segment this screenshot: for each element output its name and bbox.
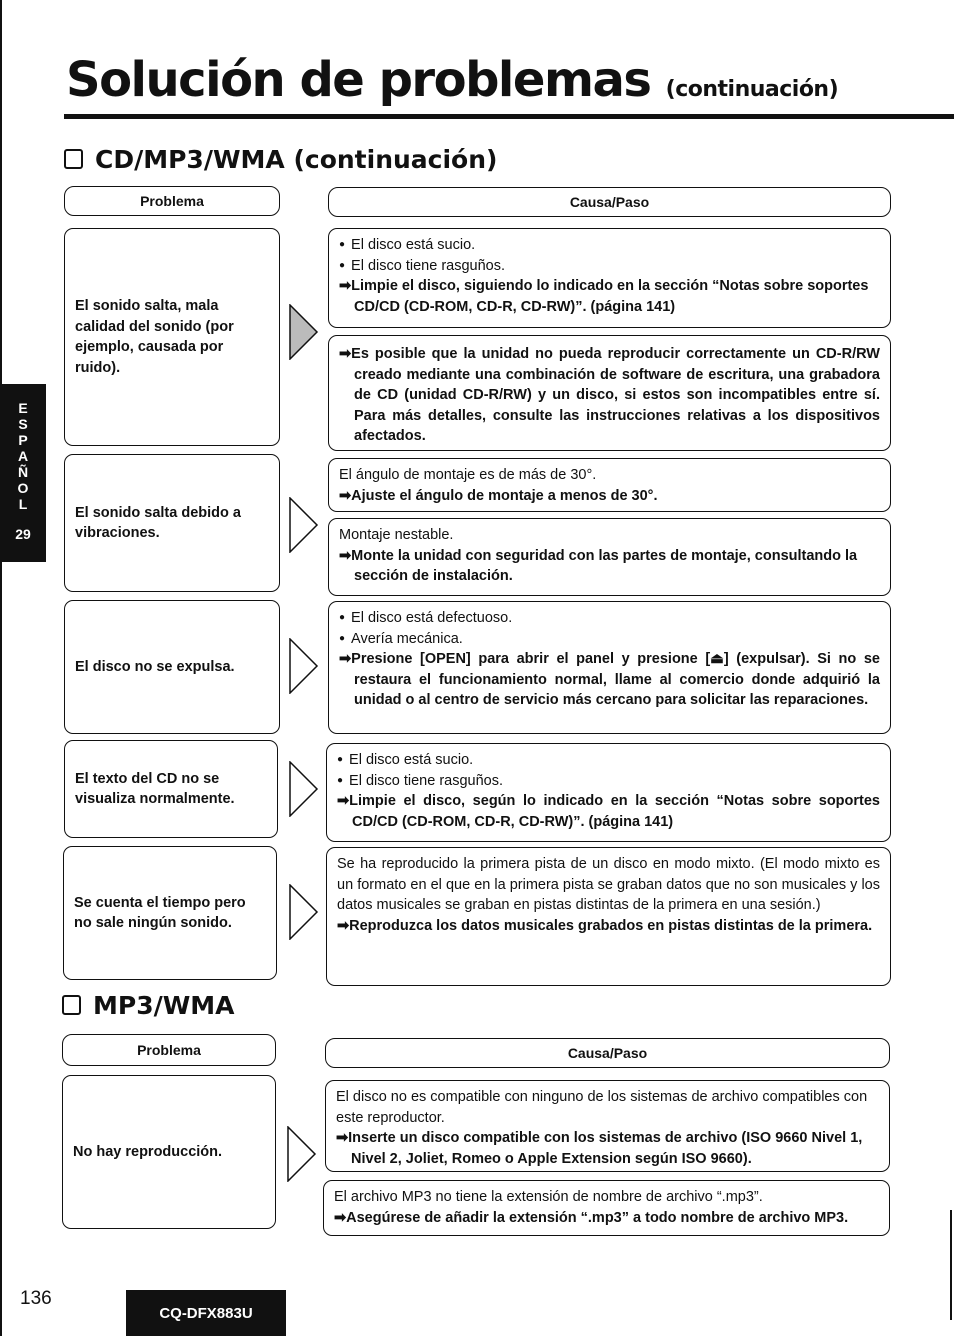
cause-action: ➡Asegúrese de añadir la extensión “.mp3” a todo nombre de archivo MP3. — [334, 1209, 849, 1226]
cause-bullet: ● El disco está sucio. — [337, 750, 880, 771]
cause-box — [323, 1180, 890, 1236]
cause-bullet: ● El disco tiene rasguños. — [337, 771, 880, 792]
title-rule — [64, 114, 954, 119]
header-problem: Problema — [64, 186, 280, 216]
language-side-tab — [0, 384, 46, 562]
tab-letter: O — [17, 480, 29, 496]
model-label: CQ-DFX883U — [126, 1290, 286, 1336]
arrow-right-icon — [289, 761, 319, 817]
page-title-sub: (continuación) — [665, 77, 839, 102]
arrow-right-icon — [289, 497, 319, 553]
cause-action: ➡Inserte un disco compatible con los sistemas de archivo (ISO 9660 Nivel 1, Nivel 2, Joliet, Romeo o Apple Extension según ISO 9660). — [336, 1130, 863, 1167]
cause-bullet: ● El disco tiene rasguños. — [339, 256, 880, 277]
cause-action: ➡Limpie el disco, según lo indicado en la sección “Notas sobre soportes CD/CD (CD-ROM, CD-R, CD-RW)”. (página 141) — [337, 793, 880, 830]
section-heading-mp3-text: MP3/WMA — [93, 991, 235, 1020]
tab-letter: S — [18, 416, 28, 432]
cause-box — [328, 458, 891, 512]
problem-box: El texto del CD no se visualiza normalmente. — [64, 740, 278, 838]
cause-box — [328, 228, 891, 328]
problem-box: No hay reproducción. — [62, 1075, 276, 1229]
cause-box — [328, 601, 891, 734]
tab-letter: E — [18, 400, 28, 416]
checkbox-square-icon — [64, 149, 83, 169]
section-heading-cd — [64, 145, 497, 175]
cause-bullet: ● El disco está defectuoso. — [339, 608, 880, 629]
tab-number: 29 — [15, 526, 31, 542]
cause-text: Se ha reproducido la primera pista de un disco en modo mixto. (El modo mixto es un formato en el que en la primera pista se graban datos que no son musicales y los datos musicales se graban en pistas distintas de la primera en una sesión.) — [337, 856, 880, 913]
cause-box — [328, 518, 891, 596]
problem-box: El sonido salta debido a vibraciones. — [64, 454, 280, 592]
tab-letter: P — [18, 432, 28, 448]
cause-text: El disco no es compatible con ninguno de los sistemas de archivo compatibles con este reproductor. — [336, 1089, 868, 1126]
page-number: 136 — [20, 1288, 52, 1309]
problem-box: Se cuenta el tiempo pero no sale ningún sonido. — [63, 846, 277, 980]
arrow-right-icon — [287, 1126, 317, 1182]
cause-text: Montaje nestable. — [339, 527, 454, 543]
tab-letter: A — [17, 448, 29, 464]
arrow-right-icon — [289, 304, 319, 360]
tab-letter: Ñ — [17, 464, 29, 480]
section-heading-cd-text: CD/MP3/WMA (continuación) — [95, 145, 498, 174]
cause-action: ➡Es posible que la unidad no pueda reproducir correctamente un CD-R/RW creado mediante una combinación de software de escritura, una grabadora de CD (unidad CD-R/RW) y un disco, si estos son incompatibles entre sí. Para más detalles, consulte las instrucciones relativas a los dispositivos afectados. — [339, 346, 880, 444]
cause-text: El ángulo de montaje es de más de 30°. — [339, 467, 597, 483]
cause-text: El archivo MP3 no tiene la extensión de nombre de archivo “.mp3”. — [334, 1189, 763, 1205]
page-title-text: Solución de problemas — [66, 52, 651, 108]
cause-bullet: ● El disco está sucio. — [339, 235, 880, 256]
arrow-right-icon — [289, 884, 319, 940]
header-cause: Causa/Paso — [328, 187, 891, 217]
cause-action: ➡Monte la unidad con seguridad con las partes de montaje, consultando la sección de instalación. — [339, 547, 858, 584]
cause-box — [325, 1080, 890, 1172]
header-cause: Causa/Paso — [325, 1038, 890, 1068]
cause-action: ➡Limpie el disco, siguiendo lo indicado en la sección “Notas sobre soportes CD/CD (CD-ROM, CD-R, CD-RW)”. (página 141) — [339, 278, 869, 315]
cause-bullet: ● Avería mecánica. — [339, 629, 880, 650]
page-title — [66, 52, 838, 118]
cause-box — [326, 743, 891, 842]
cause-action: ➡Ajuste el ángulo de montaje a menos de 30°. — [339, 487, 658, 504]
tab-letter: L — [18, 496, 28, 512]
problem-box: El disco no se expulsa. — [64, 600, 280, 734]
problem-box: El sonido salta, mala calidad del sonido (por ejemplo, causada por ruido). — [64, 228, 280, 446]
cause-box — [328, 335, 891, 451]
header-problem: Problema — [62, 1034, 276, 1066]
section-heading-mp3 — [62, 991, 235, 1021]
left-margin-line — [0, 0, 2, 1336]
cause-action: ➡Reproduzca los datos musicales grabados en pistas distintas de la primera. — [337, 917, 873, 934]
cause-box — [326, 847, 891, 986]
cause-action: ➡Presione [OPEN] para abrir el panel y presione [⏏] (expulsar). Si no se restaura el funcionamiento normal, llame al comercio donde adquirió la unidad o al centro de servicio más cercano para solicitar las reparaciones. — [339, 651, 880, 708]
arrow-right-icon — [289, 638, 319, 694]
checkbox-square-icon — [62, 995, 81, 1015]
right-margin-line — [950, 1210, 952, 1320]
